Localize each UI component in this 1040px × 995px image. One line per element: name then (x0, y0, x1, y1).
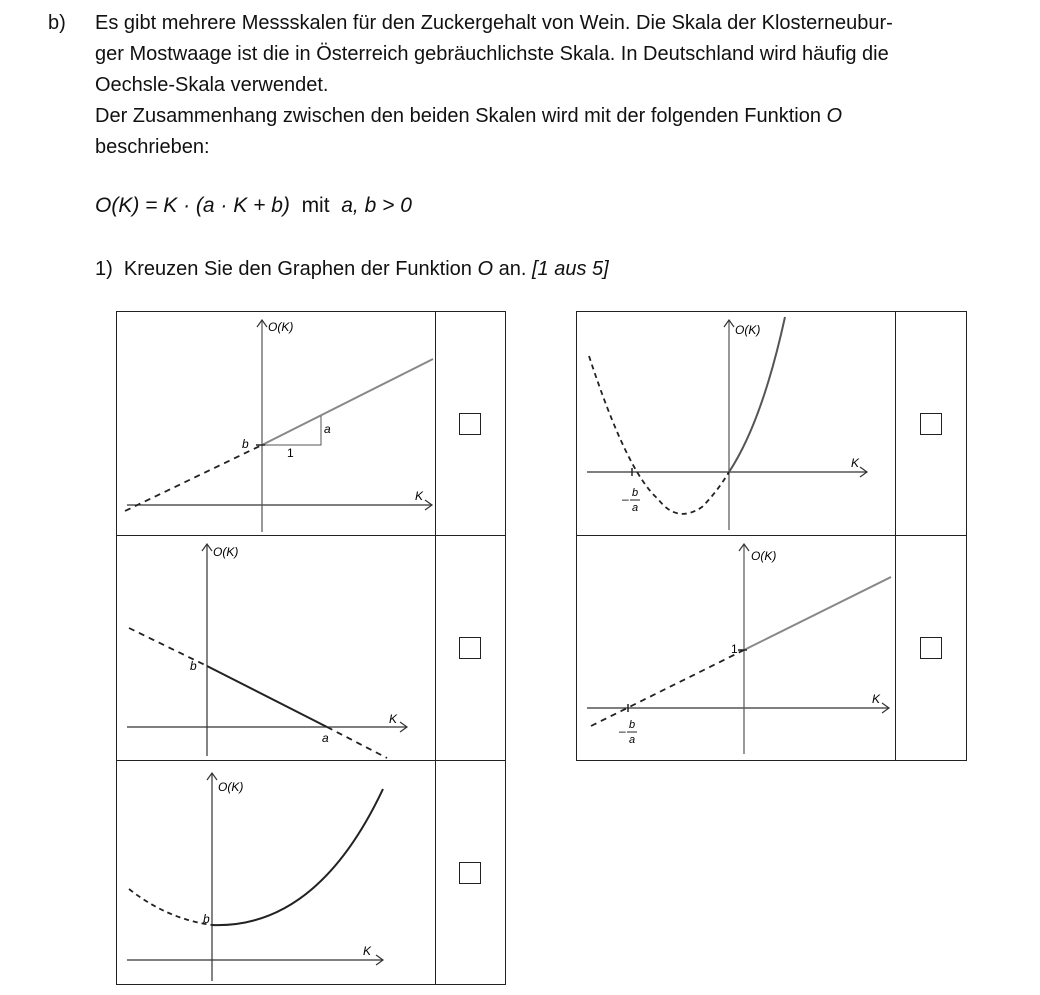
part-label: b) (48, 12, 66, 34)
task-number: 1) (95, 258, 113, 280)
graph-dashed-part (591, 650, 744, 726)
x-axis-label: K (872, 692, 881, 706)
graph-dashed-right (327, 727, 387, 758)
formula-condition: a, b > 0 (341, 194, 412, 217)
x-axis-label: K (363, 944, 372, 958)
graph-solid-part (207, 666, 327, 727)
task-hint: [1 aus 5] (531, 258, 609, 280)
task-suffix: an. (498, 258, 527, 280)
option-1-graph (117, 312, 435, 535)
label-b: b (190, 659, 197, 673)
option-5-graph (117, 761, 435, 984)
intro-line-4-text: Der Zusammenhang zwischen den beiden Skalen wird mit der folgenden Funktion (95, 105, 821, 127)
label-a: a (324, 422, 331, 436)
option-4-check-cell (895, 535, 967, 761)
intro-line-5: beschrieben: (95, 136, 210, 158)
formula (95, 194, 412, 218)
formula-mit: mit (301, 194, 330, 217)
intro-line-1: Es gibt mehrere Messskalen für den Zuckergehalt von Wein. Die Skala der Klosterneubur- (95, 12, 893, 34)
label-frac-den: a (632, 502, 639, 514)
option-5-graph-cell (116, 760, 436, 985)
formula-lhs: O(K) = K · (a · K + b) (95, 194, 290, 217)
intro-line-3: Oechsle-Skala verwendet. (95, 74, 329, 96)
option-2-graph-cell (576, 311, 896, 536)
option-3-graph-cell (116, 535, 436, 761)
label-a: a (322, 731, 329, 745)
option-4-checkbox[interactable] (920, 637, 942, 659)
graph-solid-part (744, 577, 891, 650)
x-axis-label: K (389, 712, 398, 726)
intro-line-2: ger Mostwaage ist die in Österreich gebräuchlichste Skala. In Deutschland wird häufig die (95, 43, 889, 65)
task-1 (95, 258, 609, 281)
function-name: O (826, 105, 843, 127)
option-3-checkbox[interactable] (459, 637, 481, 659)
option-2-check-cell (895, 311, 967, 536)
task-text: Kreuzen Sie den Graphen der Funktion (123, 258, 472, 280)
intro-line-4 (95, 101, 1000, 132)
graph-solid-part (212, 789, 383, 925)
x-axis-label: K (415, 489, 424, 503)
label-b: b (203, 912, 210, 926)
option-3-check-cell (435, 535, 506, 761)
label-minus: – (619, 724, 626, 738)
option-3-graph (117, 536, 435, 760)
graph-dashed-part (125, 445, 262, 511)
y-axis-label: O(K) (218, 780, 244, 794)
option-1-checkbox[interactable] (459, 413, 481, 435)
y-axis-label: O(K) (213, 545, 239, 559)
option-2-graph (577, 312, 895, 535)
graph-dashed-part (129, 889, 212, 925)
option-1-check-cell (435, 311, 506, 536)
graph-solid-part (262, 359, 433, 445)
option-2-checkbox[interactable] (920, 413, 942, 435)
option-5-check-cell (435, 760, 506, 985)
graph-solid-part (729, 317, 785, 472)
label-one: 1 (287, 446, 294, 460)
x-axis-label: K (851, 456, 860, 470)
graph-dashed-part (589, 356, 729, 514)
label-one: 1 (731, 642, 738, 656)
option-1-graph-cell (116, 311, 436, 536)
y-axis-label: O(K) (268, 320, 294, 334)
y-axis-label: O(K) (751, 549, 777, 563)
label-minus: – (622, 492, 629, 506)
option-5-checkbox[interactable] (459, 862, 481, 884)
label-frac-num: b (632, 487, 639, 499)
label-b: b (242, 437, 249, 451)
label-frac-den: a (629, 734, 636, 746)
option-4-graph (577, 536, 895, 760)
task-fn: O (477, 258, 494, 280)
y-axis-label: O(K) (735, 323, 761, 337)
label-frac-num: b (629, 719, 636, 731)
